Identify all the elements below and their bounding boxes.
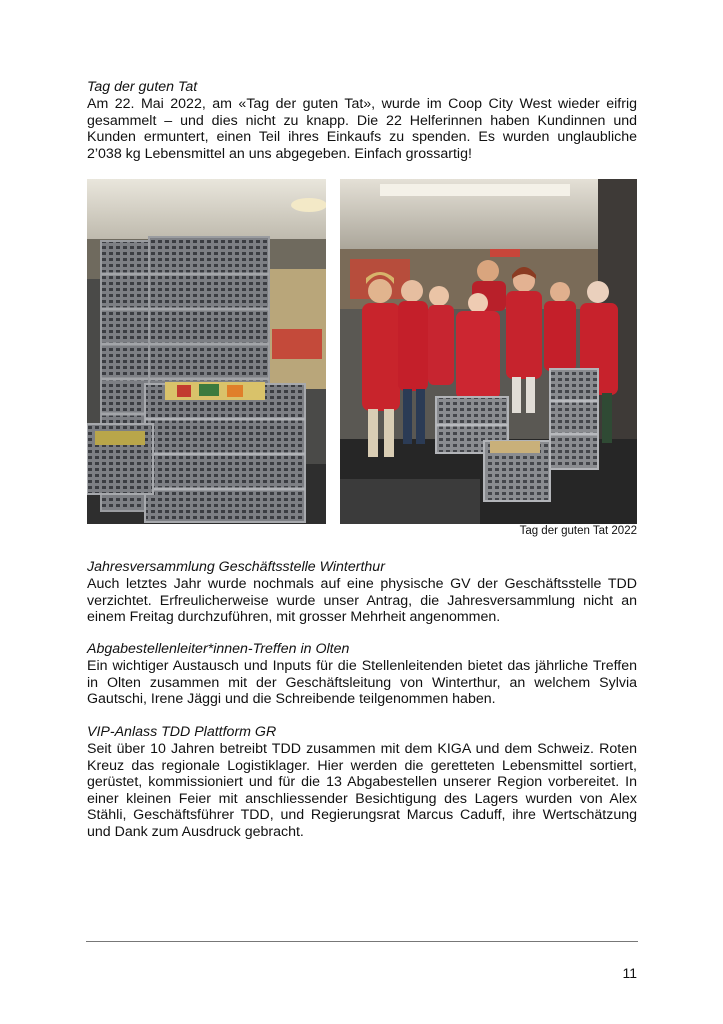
paragraph-line: Kunden ermuntert, einen Teil ihres Einkaufs zu spenden. Es wurden unglaubliche [87, 129, 637, 146]
section-heading: VIP-Anlass TDD Plattform GR [87, 724, 277, 740]
section-jahresversammlung [87, 559, 637, 626]
footer-divider [86, 941, 638, 942]
paragraph-line: 2’038 kg Lebensmittel an uns abgegeben. Einfach grossartig! [87, 145, 472, 162]
paragraph-line: gerüstet, kommissioniert und für die 13 Abgabestellen unserer Region vorbereitet. In [87, 774, 637, 791]
paragraph-line: Gautschi, Irene Jäggi und die Schreibende teilgenommen haben. [87, 691, 496, 708]
page-number: 11 [622, 965, 637, 981]
paragraph-line: Am 22. Mai 2022, am «Tag der guten Tat», wurde im Coop City West wieder eifrig [87, 96, 637, 112]
photo-crates [87, 179, 326, 524]
paragraph-line: einer kleinen Feier mit anschliessender Besichtigung des Lagers wurden von Alex [87, 790, 637, 807]
section-heading: Jahresversammlung Geschäftsstelle Winterthur [87, 559, 385, 575]
section-heading: Abgabestellenleiter*innen-Treffen in Olten [87, 641, 350, 657]
paragraph-line: verzichtet. Erfreulicherweise wurde unser Antrag, die Jahresversammlung nicht an [87, 592, 637, 609]
paragraph-line: Auch letztes Jahr wurde nochmals auf eine physische GV der Geschäftsstelle TDD [87, 576, 637, 592]
section-tag-der-guten-tat [87, 79, 637, 162]
paragraph-line: Stähli, Geschäftsführer TDD, und Regierungsrat Marcus Caduff, ihre Wertschätzung [87, 807, 637, 824]
paragraph-line: Seit über 10 Jahren betreibt TDD zusammen mit dem KIGA und dem Schweiz. Roten [87, 741, 637, 757]
paragraph-line: in Olten zusammen mit der Geschäftsleitung von Winterthur, an welchem Sylvia [87, 674, 637, 691]
paragraph-line: gesammelt – und dies nicht zu knapp. Die 22 Helferinnen haben Kundinnen und [87, 112, 637, 129]
paragraph-line: Ein wichtiger Austausch und Inputs für die Stellenleitenden bietet das jährliche Treffen [87, 658, 637, 674]
section-vip-anlass [87, 724, 637, 841]
photo-volunteers-group [340, 179, 637, 524]
paragraph-line: einem Freitag durchzuführen, mit grosser Mehrheit angenommen. [87, 609, 501, 626]
section-abgabestellenleiter-treffen [87, 641, 637, 708]
photo-caption: Tag der guten Tat 2022 [519, 525, 637, 537]
paragraph-line: Kreuz das regionale Logistiklager. Hier werden die geretteten Lebensmittel sortiert, [87, 757, 637, 774]
paragraph-line: und Dank zum Ausdruck gebracht. [87, 823, 304, 840]
section-heading: Tag der guten Tat [87, 79, 198, 95]
